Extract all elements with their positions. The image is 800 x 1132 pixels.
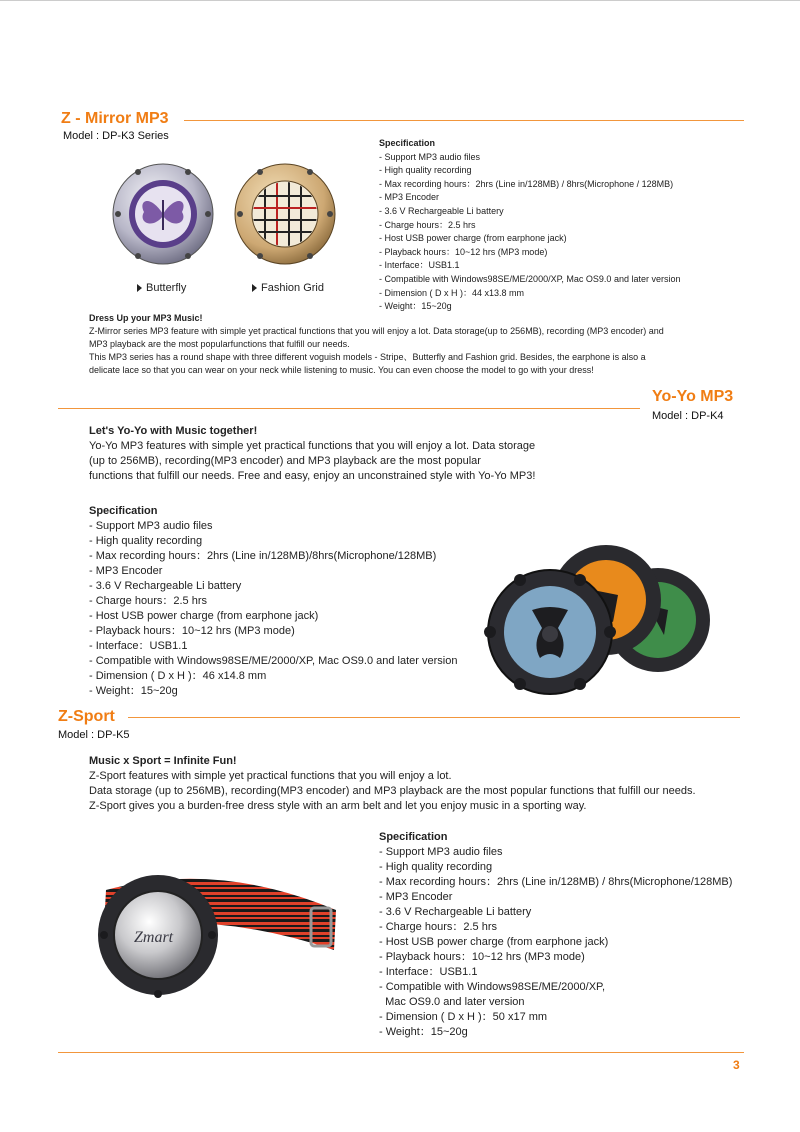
fashion-grid-label: Fashion Grid <box>261 282 324 294</box>
zsport-product-image <box>96 850 346 1010</box>
z-mirror-butterfly-caption <box>137 282 186 294</box>
intro-line: functions that fulfill our needs. Free and easy, enjoy an unconstrained style with Yo-Yo MP3! <box>89 470 536 482</box>
yoyo-product-image <box>468 540 720 700</box>
zsport-model: Model : DP-K5 <box>58 729 130 741</box>
z-mirror-spec <box>379 137 680 314</box>
description-title: Dress Up your MP3 Music! <box>89 313 203 323</box>
z-mirror-model: Model : DP-K3 Series <box>63 130 169 142</box>
footer-rule <box>58 1052 744 1053</box>
spec-title: Specification <box>379 138 436 148</box>
intro-line: Data storage (up to 256MB), recording(MP3 encoder) and MP3 playback are the most popular functions that fulfill our needs. <box>89 785 696 797</box>
spec-item: - Max recording hours：2hrs (Line in/128MB) / 8hrs(Microphone / 128MB) <box>379 178 674 189</box>
zsport-intro <box>89 754 749 814</box>
description-line: This MP3 series has a round shape with three different voguish models - Stripe、Butterfly and Fashion grid. Besides, the earphone is also a <box>89 352 646 362</box>
intro-line: Yo-Yo MP3 features with simple yet practical functions that you will enjoy a lot. Data storage <box>89 440 536 452</box>
spec-item: - Compatible with Windows98SE/ME/2000/XP, Mac OS9.0 and later version <box>379 273 681 284</box>
yoyo-model: Model : DP-K4 <box>652 410 724 422</box>
z-mirror-rule <box>184 120 744 121</box>
spec-item: - MP3 Encoder <box>89 565 163 577</box>
spec-item: - Host USB power charge (from earphone jack) <box>379 936 609 948</box>
spec-item: - MP3 Encoder <box>379 192 440 203</box>
spec-item: - 3.6 V Rechargeable Li battery <box>379 205 504 216</box>
spec-title: Specification <box>379 831 448 843</box>
butterfly-label: Butterfly <box>146 282 187 294</box>
spec-item: - Support MP3 audio files <box>379 846 503 858</box>
spec-item: - Support MP3 audio files <box>379 151 481 162</box>
spec-title: Specification <box>89 505 158 517</box>
spec-item: - Weight：15~20g <box>89 685 178 697</box>
zsport-rule <box>128 717 740 718</box>
spec-item: - Playback hours：10~12 hrs (MP3 mode) <box>89 625 295 637</box>
z-mirror-fashion-caption <box>252 282 324 294</box>
spec-item: - Interface：USB1.1 <box>89 640 188 652</box>
spec-item: - Playback hours：10~12 hrs (MP3 mode) <box>379 951 585 963</box>
spec-item: - Max recording hours：2hrs (Line in/128MB)/8hrs(Microphone/128MB) <box>89 550 437 562</box>
yoyo-title: Yo-Yo MP3 <box>652 388 734 405</box>
spec-item: - 3.6 V Rechargeable Li battery <box>89 580 242 592</box>
spec-item: Mac OS9.0 and later version <box>379 996 525 1008</box>
spec-item: - Compatible with Windows98SE/ME/2000/XP, <box>379 981 606 993</box>
spec-item: - Playback hours：10~12 hrs (MP3 mode) <box>379 246 548 257</box>
spec-list <box>379 845 732 1040</box>
spec-item: - MP3 Encoder <box>379 891 453 903</box>
z-mirror-fashion-grid-image <box>230 156 340 276</box>
description-line: Z-Mirror series MP3 feature with simple yet practical functions that you will enjoy a lot. Data storage(up to 256MB), recording (MP3 encoder) and <box>89 326 664 336</box>
spec-item: - Dimension ( D x H )：50 x17 mm <box>379 1011 548 1023</box>
spec-list <box>89 519 457 699</box>
zsport-spec <box>379 830 732 1040</box>
spec-list <box>379 151 680 314</box>
spec-item: - Weight：15~20g <box>379 1026 468 1038</box>
spec-item: - Charge hours：2.5 hrs <box>379 219 476 230</box>
spec-item: - 3.6 V Rechargeable Li battery <box>379 906 532 918</box>
spec-item: - High quality recording <box>379 165 472 176</box>
yoyo-intro <box>89 424 609 484</box>
spec-item: - Charge hours：2.5 hrs <box>379 921 497 933</box>
intro-title: Let's Yo-Yo with Music together! <box>89 425 258 437</box>
z-mirror-butterfly-image <box>108 156 218 276</box>
spec-item: - Weight：15~20g <box>379 301 452 312</box>
spec-item: - Interface：USB1.1 <box>379 260 460 271</box>
description-line: MP3 playback are the most popularfunctions that fulfill our needs. <box>89 339 350 349</box>
intro-line: (up to 256MB), recording(MP3 encoder) and MP3 playback are the most popular <box>89 455 481 467</box>
yoyo-rule <box>58 408 640 409</box>
spec-item: - Host USB power charge (from earphone jack) <box>379 233 567 244</box>
caret-right-icon <box>137 284 142 292</box>
spec-item: - High quality recording <box>89 535 203 547</box>
spec-item: - Charge hours：2.5 hrs <box>89 595 207 607</box>
spec-item: - Host USB power charge (from earphone jack) <box>89 610 319 622</box>
yoyo-spec <box>89 504 457 699</box>
spec-item: - Max recording hours：2hrs (Line in/128MB) / 8hrs(Microphone/128MB) <box>379 876 733 888</box>
zsport-logo-text: Zmart <box>134 929 174 946</box>
caret-right-icon <box>252 284 257 292</box>
spec-item: - Interface：USB1.1 <box>379 966 478 978</box>
spec-item: - High quality recording <box>379 861 493 873</box>
intro-title: Music x Sport = Infinite Fun! <box>89 755 237 767</box>
top-hairline <box>0 0 800 1</box>
spec-item: - Compatible with Windows98SE/ME/2000/XP, Mac OS9.0 and later version <box>89 655 458 667</box>
intro-line: Z-Sport features with simple yet practical functions that you will enjoy a lot. <box>89 770 452 782</box>
spec-item: - Dimension ( D x H )：44 x13.8 mm <box>379 287 525 298</box>
spec-item: - Dimension ( D x H )：46 x14.8 mm <box>89 670 267 682</box>
intro-line: Z-Sport gives you a burden-free dress style with an arm belt and let you enjoy music in a sporting way. <box>89 800 587 812</box>
page-number: 3 <box>733 1058 740 1072</box>
z-mirror-title: Z - Mirror MP3 <box>61 110 169 127</box>
z-mirror-description <box>89 312 749 377</box>
description-line: delicate lace so that you can wear on your neck while listening to music. You can even choose the model to go with your dress! <box>89 365 594 375</box>
zsport-title: Z-Sport <box>58 708 115 725</box>
spec-item: - Support MP3 audio files <box>89 520 213 532</box>
